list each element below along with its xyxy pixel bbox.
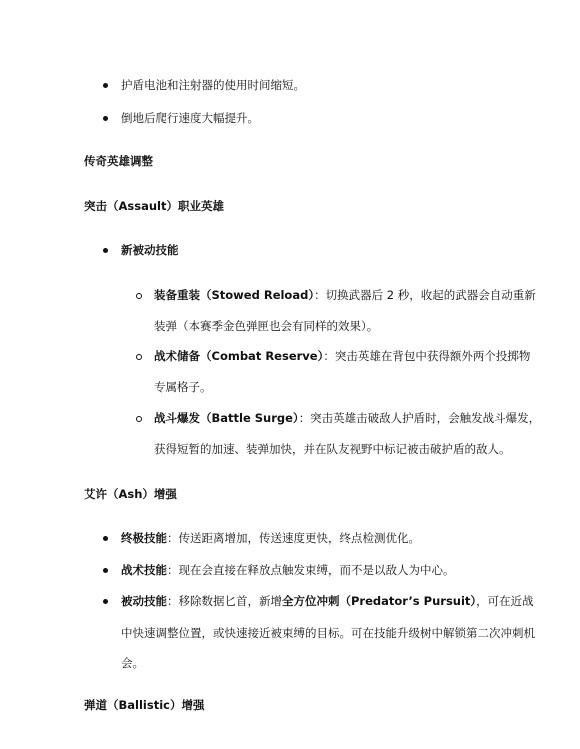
combat-reserve-line2: 专属格子。 [154,380,212,394]
sub-bullet-icon [136,354,142,360]
ash-heading: 艾许（Ash）增强 [84,487,177,501]
battle-surge-line1: 战斗爆发（Battle Surge）：突击英雄击破敌人护盾时，会触发战斗爆发， [154,411,541,425]
ash-passive-line2: 中快速调整位置，或快速接近被束缚的目标。可在技能升级树中解锁第二次冲刺机 [121,626,535,640]
ash-passive-line3: 会。 [121,656,144,670]
sub-bullet-icon [136,416,142,422]
section-heading-legend: 传奇英雄调整 [84,154,153,168]
bullet-icon [103,536,108,541]
predators-pursuit-name: 全方位冲刺（Predator’s Pursuit） [282,594,477,608]
stowed-reload-name: 装备重装（Stowed Reload） [154,288,315,302]
bullet-icon [103,599,108,604]
bullet-icon [103,248,108,253]
stowed-reload-line2: 装弹（本赛季金色弹匣也会有同样的效果）。 [154,319,379,333]
ballistic-heading: 弹道（Ballistic）增强 [84,698,205,712]
combat-reserve-line1: 战术储备（Combat Reserve）：突击英雄在背包中获得额外两个投掷物 [154,349,531,363]
combat-reserve-name: 战术储备（Combat Reserve） [154,349,324,363]
bullet-text-shield: 护盾电池和注射器的使用时间缩短。 [121,78,305,92]
ash-ultimate: 终极技能：传送距离增加，传送速度更快，终点检测优化。 [121,531,420,545]
bullet-icon [103,568,108,573]
bullet-text-crawl: 倒地后爬行速度大幅提升。 [121,111,259,125]
assault-passive-heading: 新被动技能 [121,243,179,257]
stowed-reload-line1: 装备重装（Stowed Reload）：切换武器后 2 秒，收起的武器会自动重新 [154,288,536,302]
ash-passive-line1: 被动技能：移除数据匕首，新增全方位冲刺（Predator’s Pursuit），可在近战 [121,594,534,608]
sub-bullet-icon [136,293,142,299]
ash-tactical: 战术技能：现在会直接在释放点触发束缚，而不是以敌人为中心。 [121,563,455,577]
assault-heading: 突击（Assault）职业英雄 [84,199,224,213]
battle-surge-name: 战斗爆发（Battle Surge） [154,411,299,425]
bullet-icon [103,116,108,121]
bullet-icon [103,83,108,88]
battle-surge-line2: 获得短暂的加速、装弹加快，并在队友视野中标记被击破护盾的敌人。 [154,442,511,456]
